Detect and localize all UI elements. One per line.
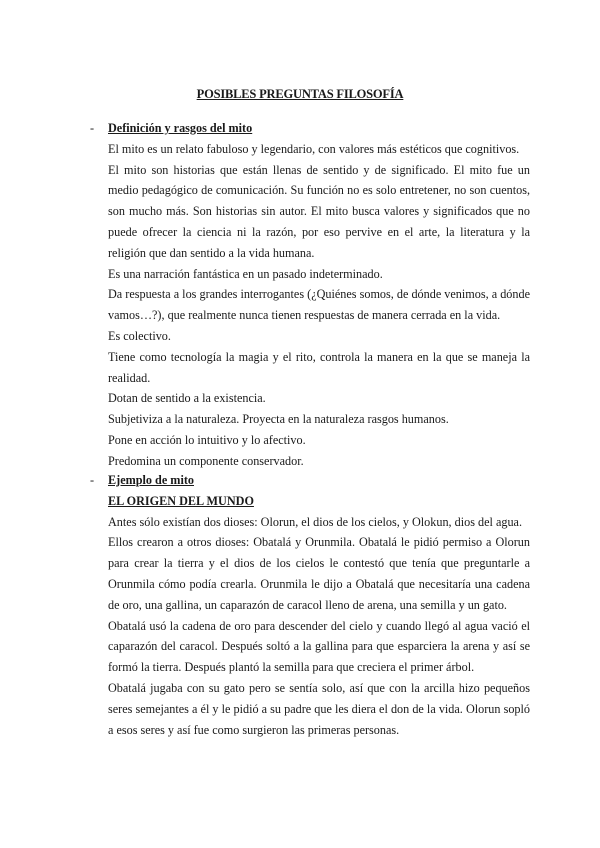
paragraph: Es una narración fantástica en un pasado indeterminado. [108,266,383,281]
paragraph: El mito son historias que están llenas de sentido y de significado. El mito fue un medio pedagógico de comunicación. Su función no es solo entretener, no son cuentos, son mucho más. Son historias sin autor. El mito busca valores y significados que no puede ofrecer la ciencia ni la razón, por eso pervive en el arte, la literatura y la religión que dan sentido a la vida humana. [108,162,530,260]
paragraph: Tiene como tecnología la magia y el rito, controla la manera en la que se maneja la realidad. [108,349,530,385]
section-example [90,470,530,740]
paragraph: Antes sólo existían dos dioses: Olorun, el dios de los cielos, y Olokun, dios del agua. [108,514,522,529]
section-heading: Definición y rasgos del mito [108,121,253,135]
paragraph: El mito es un relato fabuloso y legendario, con valores más estéticos que cognitivos. [108,141,520,156]
bullet-dash: - [90,473,95,487]
paragraph: Predomina un componente conservador. [108,453,304,468]
paragraph: Da respuesta a los grandes interrogantes (¿Quiénes somos, de dónde venimos, a dónde vamos…?), que realmente nunca tienen respuestas de manera cerrada en la vida. [108,287,530,323]
bullet-dash: - [90,121,95,135]
paragraph: Subjetiviza a la naturaleza. Proyecta en la naturaleza rasgos humanos. [108,412,449,427]
section-definition [90,118,530,472]
paragraph: Es colectivo. [108,328,171,343]
section-heading: Ejemplo de mito [108,473,194,487]
paragraph: Pone en acción lo intuitivo y lo afectivo. [108,432,306,447]
paragraph: Dotan de sentido a la existencia. [108,391,266,406]
section-body [108,139,530,472]
paragraph: Obatalá jugaba con su gato pero se sentía solo, así que con la arcilla hizo pequeños seres semejantes a él y le pidió a su padre que les diera el don de la vida. Olorun sopló a esos seres y así fue como surgieron las primeras personas. [108,680,530,737]
section-body [108,491,530,741]
page-title: POSIBLES PREGUNTAS FILOSOFÍA [196,87,404,101]
myth-title: EL ORIGEN DEL MUNDO [108,493,254,508]
paragraph: Obatalá usó la cadena de oro para descender del cielo y cuando llegó al agua vació el caparazón del caracol. Después soltó a la gallina para que esparciera la arena y así se formó la tierra. Después plantó la semilla para que creciera el primer árbol. [108,618,530,675]
paragraph: Ellos crearon a otros dioses: Obatalá y Orunmila. Obatalá le pidió permiso a Olorun para crear la tierra y el dios de los cielos le contestó que tenía que preguntarle a Orunmila cómo podía crearla. Orunmila le dijo a Obatalá que necesitaría una cadena de oro, una gallina, un caparazón de caracol lleno de arena, una semilla y un gato. [108,535,530,612]
